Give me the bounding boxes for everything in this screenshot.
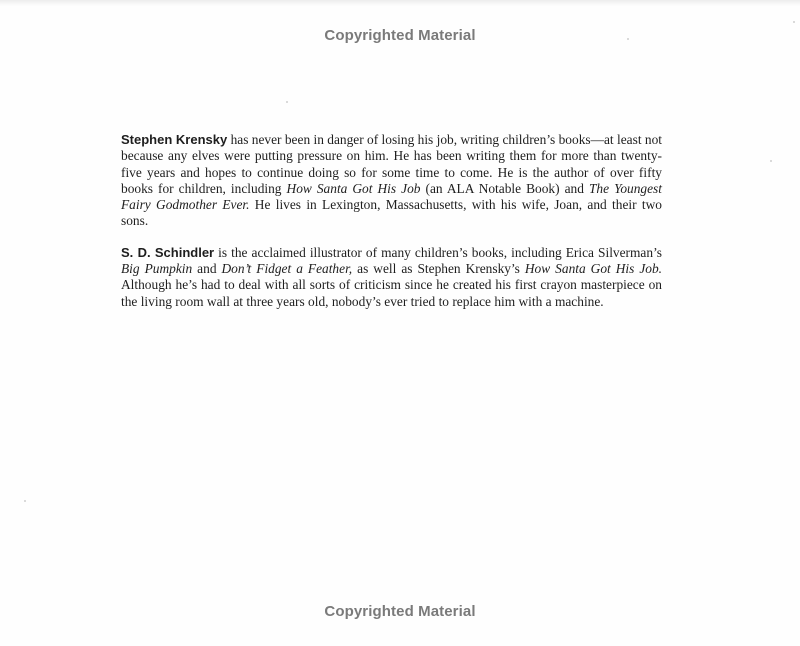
copyright-watermark-top: Copyrighted Material <box>324 27 476 44</box>
scan-speck <box>286 101 288 103</box>
scan-speck <box>24 500 26 502</box>
scan-top-shadow <box>0 0 800 6</box>
bio-text: as well as Stephen Krensky’s <box>352 261 525 277</box>
book-title: How Santa Got His Job. <box>524 261 663 277</box>
book-title: Don’t Fidget a Feather, <box>221 261 353 277</box>
bio-text: has never been in danger of losing his job, writing children’s books—at least not because any elves were putting pressure on him. He has been writing them for more than twenty-five years and hopes to continue doing so for some time to come. He is the author of over fifty books for children, including <box>121 132 662 196</box>
book-title: The Youngest Fairy Godmother Ever. <box>121 180 662 213</box>
book-title: Big Pumpkin <box>121 261 193 277</box>
bio-text: He lives in Lexington, Massachusetts, with his wife, Joan, and their two sons. <box>121 197 662 229</box>
copyright-watermark-bottom: Copyrighted Material <box>324 603 476 620</box>
bio-sd-schindler <box>121 245 662 310</box>
author-bios <box>121 132 662 325</box>
author-name: Stephen Krensky <box>121 132 228 147</box>
scan-speck <box>770 160 772 162</box>
bio-text: is the acclaimed illustrator of many children’s books, including Erica Silverman’s <box>214 244 662 260</box>
scan-speck <box>627 38 629 40</box>
bio-stephen-krensky <box>121 132 662 230</box>
illustrator-name: S. D. Schindler <box>121 244 215 260</box>
bio-text: Although he’s had to deal with all sorts of criticism since he created his first crayon masterpiece on the living room wall at three years old, nobody’s ever tried to replace him with a machine. <box>121 277 662 309</box>
bio-text: and <box>192 261 222 277</box>
bio-text: (an ALA Notable Book) and <box>420 180 589 196</box>
book-title: How Santa Got His Job <box>286 180 421 196</box>
scan-speck <box>793 21 795 23</box>
